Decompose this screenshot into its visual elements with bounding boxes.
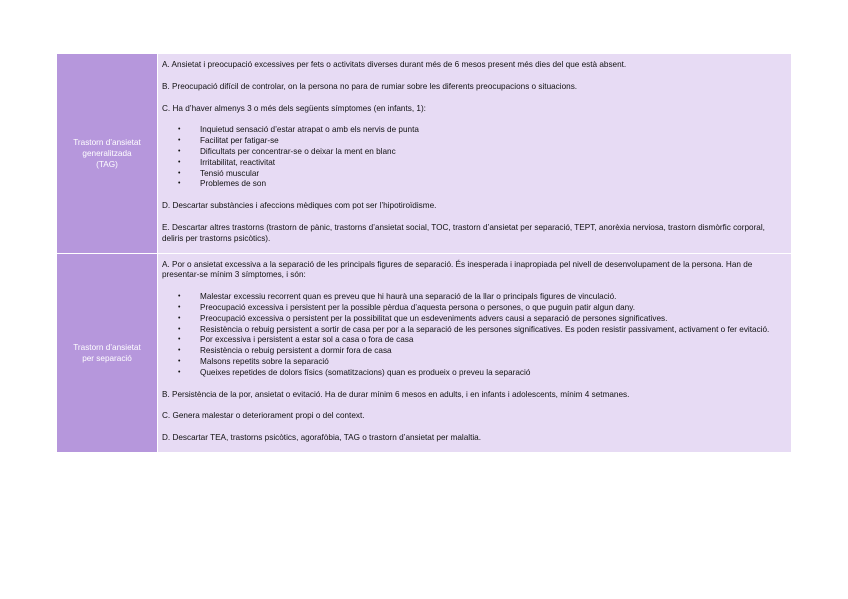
symptom-list [162,125,787,190]
criteria-cell [157,253,791,452]
symptom-list [162,292,787,378]
criteria-cell [157,54,791,253]
criterion-paragraph: A. Por o ansietat excessiva a la separació de les principals figures de separació. És inesperada i inapropiada pel nivell de desenvolupament de la persona. Han de presentar-se mínim 3 símptomes, i són: [162,259,753,280]
criterion-paragraph: E. Descartar altres trastorns (trastorn de pànic, trastorns d’ansietat social, TOC, trastorn d’ansietat per separació, TEPT, anorèxia nerviosa, trastorn dismòrfic corporal, deliris per trastorns psicòtics). [162,222,765,243]
criterion-paragraph: D. Descartar TEA, trastorns psicòtics, agorafòbia, TAG o trastorn d’ansietat per malaltia. [162,433,481,443]
disorder-name-cell: Trastorn d’ansietat generalitzada (TAG) [57,54,157,253]
list-item: • Resistència o rebuig persistent a sortir de casa per por a la separació de les persones significatives. Es poden resistir passivament, activament o fer evitació. [178,325,787,336]
list-item: • Preocupació excessiva o persistent per la possibilitat que un esdeveniments advers causi a separació de persones significatives. [178,314,787,325]
list-item: • Resistència o rebuig persistent a dormir fora de casa [178,346,787,357]
list-item: • Preocupació excessiva i persistent per la possible pèrdua d’aquesta persona o persones, o que puguin patir algun dany. [178,303,787,314]
list-item: • Por excessiva i persistent a estar sol a casa o fora de casa [178,335,787,346]
criterion-paragraph: B. Persistència de la por, ansietat o evitació. Ha de durar mínim 6 mesos en adults, i en infants i adolescents, mínim 4 setmanes. [162,389,630,399]
criterion-paragraph: B. Preocupació difícil de controlar, on la persona no para de rumiar sobre les diferents preocupacions o situacions. [162,81,578,91]
table-row [57,253,791,452]
table-row [57,54,791,253]
list-item: • Inquietud sensació d’estar atrapat o amb els nervis de punta [178,125,787,136]
criteria-table [57,54,791,452]
criterion-paragraph: A. Ansietat i preocupació excessives per fets o activitats diverses durant més de 6 mesos present més dies del que està absent. [162,60,627,69]
list-item: • Problemes de son [178,179,787,190]
list-item: • Dificultats per concentrar-se o deixar la ment en blanc [178,147,787,158]
list-item: • Facilitat per fatigar-se [178,136,787,147]
list-item: • Queixes repetides de dolors físics (somatitzacions) quan es produeix o preveu la separació [178,368,787,379]
list-item: • Malestar excessiu recorrent quan es preveu que hi haurà una separació de la llar o principals figures de vinculació. [178,292,787,303]
list-item: • Irritabilitat, reactivitat [178,158,787,169]
disorder-name-cell: Trastorn d’ansietat per separació [57,253,157,452]
criterion-paragraph: C. Genera malestar o deteriorament propi o del context. [162,411,365,421]
criterion-paragraph: D. Descartar substàncies i afeccions mèdiques com pot ser l’hipotiroïdisme. [162,201,437,211]
list-item: • Tensió muscular [178,169,787,180]
criterion-paragraph: C. Ha d’haver almenys 3 o més dels següents símptomes (en infants, 1): [162,103,426,113]
list-item: • Malsons repetits sobre la separació [178,357,787,368]
